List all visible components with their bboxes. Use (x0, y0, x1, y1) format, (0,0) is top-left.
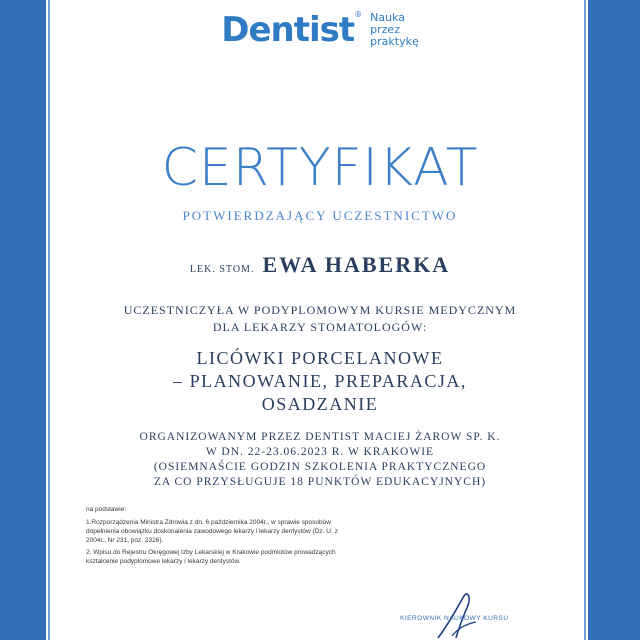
legal-basis-header: na podstawie: (86, 506, 127, 513)
organizer-line: W DN. 22-23.06.2023 R. W KRAKOWIE (205, 446, 435, 458)
organizer-details (0, 430, 640, 490)
statement-line: UCZESTNICZYŁA W PODYPLOMOWYM KURSIE MEDYCZNYM (123, 303, 517, 317)
course-title-line: LICÓWKI PORCELANOWE (196, 348, 444, 368)
certificate-subtitle: POTWIERDZAJĄCY UCZESTNICTWO (182, 208, 458, 223)
participation-statement (0, 302, 640, 336)
recipient (0, 252, 640, 278)
recipient-prefix: LEK. STOM. (189, 264, 255, 275)
legal-basis (86, 505, 346, 569)
signature-label: KIEROWNIK NAUKOWY KURSU (400, 615, 509, 622)
logo-registered-mark: ® (354, 10, 363, 19)
course-title-line: – PLANOWANIE, PREPARACJA, (173, 371, 467, 391)
logo-brand: Dentist (221, 10, 355, 50)
logo-tagline-line: praktykę (370, 35, 419, 48)
certificate-title: CERTYFIKAT (161, 138, 479, 198)
logo-tagline-line: Nauka (370, 11, 406, 24)
logo-tagline (370, 12, 419, 48)
course-title-line: OSADZANIE (261, 394, 379, 414)
organizer-line: ORGANIZOWANYM PRZEZ DENTIST MACIEJ ŻAROW SP. K. (139, 431, 501, 443)
organizer-line: ZA CO PRZYSŁUGUJE 18 PUNKTÓW EDUKACYJNYCH) (153, 476, 487, 488)
dentist-logo (0, 10, 640, 50)
recipient-name: EWA HABERKA (262, 252, 451, 277)
statement-line: DLA LEKARZY STOMATOLOGÓW: (212, 320, 428, 334)
legal-basis-item: 2. Wpisu do Rejestru Okręgowej Izby Lekarskiej w Krakowie podmiotów prowadzących kształcenie podyplomowe lekarzy i lekarzy dentystów. (86, 549, 336, 565)
legal-basis-item: 1.Rozporządzenia Ministra Zdrowia z dn. 6 października 2004r., w sprawie sposobów dopełnienia obowiązku doskonalenia zawodowego lekarzy i lekarzy dentystów (Dz. U. z 2004r., Nr 231, poz. 2326). (86, 519, 338, 544)
organizer-line: (OSIEMNAŚCIE GODZIN SZKOLENIA PRAKTYCZNEGO (153, 461, 487, 473)
logo-tagline-line: przez (370, 23, 400, 36)
course-title (0, 347, 640, 416)
